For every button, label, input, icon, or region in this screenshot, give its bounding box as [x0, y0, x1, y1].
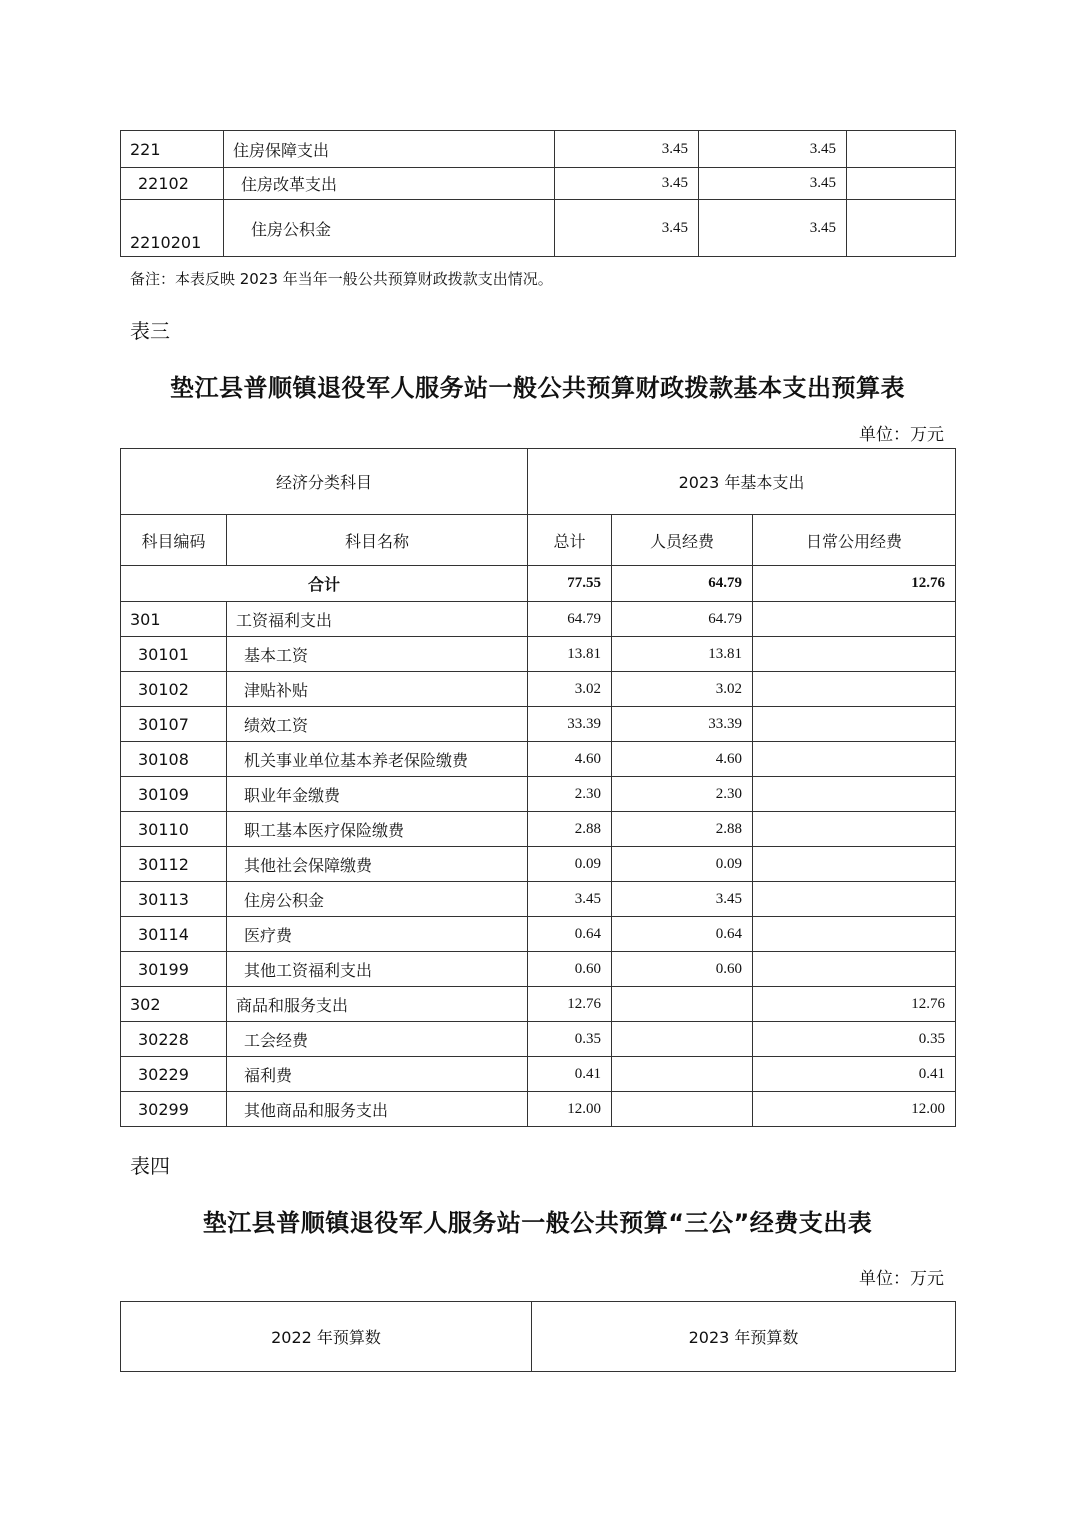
row-code: 30102: [121, 672, 227, 707]
row-total: 12.00: [528, 1092, 612, 1127]
row-total: 3.02: [528, 672, 612, 707]
total-personnel: 64.79: [612, 566, 753, 602]
table-row: [121, 742, 956, 777]
row-name: 其他商品和服务支出: [227, 1092, 528, 1127]
row-code: 22102: [121, 168, 224, 200]
row-personnel: [612, 1022, 753, 1057]
row-total: 2.30: [528, 777, 612, 812]
row-daily: [753, 882, 956, 917]
row-name: 住房保障支出: [224, 131, 555, 168]
row-personnel: 2.30: [612, 777, 753, 812]
table-row: [121, 882, 956, 917]
row-daily: [753, 672, 956, 707]
row-code: 301: [121, 602, 227, 637]
row-code: 30229: [121, 1057, 227, 1092]
table-row: [121, 812, 956, 847]
row-code: 221: [121, 131, 224, 168]
total-total: 77.55: [528, 566, 612, 602]
header-code: 科目编码: [121, 515, 227, 566]
header-daily: 日常公用经费: [753, 515, 956, 566]
row-code: 30110: [121, 812, 227, 847]
table4-three-public: [120, 1301, 956, 1372]
table4-unit: 单位：万元: [859, 1269, 944, 1289]
row-code: 2210201: [121, 200, 224, 257]
row-total: 64.79: [528, 602, 612, 637]
header-2023-basic: 2023 年基本支出: [528, 449, 956, 515]
row-name: 职业年金缴费: [227, 777, 528, 812]
row-code: 30199: [121, 952, 227, 987]
row-personnel: 0.64: [612, 917, 753, 952]
row-personnel: 3.45: [612, 882, 753, 917]
total-label: 合计: [121, 566, 528, 602]
row-total: 0.41: [528, 1057, 612, 1092]
row-name: 住房公积金: [224, 200, 555, 257]
row-personnel: 0.60: [612, 952, 753, 987]
row-total: 12.76: [528, 987, 612, 1022]
row-daily: 12.00: [753, 1092, 956, 1127]
row-personnel: 64.79: [612, 602, 753, 637]
row-daily: [753, 742, 956, 777]
row-total: 0.60: [528, 952, 612, 987]
row-code: 302: [121, 987, 227, 1022]
row-name: 基本工资: [227, 637, 528, 672]
row-total: 13.81: [528, 637, 612, 672]
row-daily: 12.76: [753, 987, 956, 1022]
row-name: 商品和服务支出: [227, 987, 528, 1022]
row-daily: [753, 812, 956, 847]
row-code: 30108: [121, 742, 227, 777]
table-row: [121, 1022, 956, 1057]
row-daily: [753, 952, 956, 987]
row-value-3: [847, 168, 956, 200]
table4-label: 表四: [130, 1154, 170, 1178]
row-name: 工会经费: [227, 1022, 528, 1057]
row-value-3: [847, 131, 956, 168]
table-row: [121, 672, 956, 707]
table-note: 备注：本表反映 2023 年当年一般公共预算财政拨款支出情况。: [130, 270, 553, 288]
row-code: 30228: [121, 1022, 227, 1057]
row-value-1: 3.45: [555, 131, 699, 168]
row-personnel: 0.09: [612, 847, 753, 882]
row-code: 30112: [121, 847, 227, 882]
row-personnel: 13.81: [612, 637, 753, 672]
row-value-1: 3.45: [555, 168, 699, 200]
row-daily: [753, 637, 956, 672]
row-total: 33.39: [528, 707, 612, 742]
row-daily: [753, 917, 956, 952]
row-code: 30299: [121, 1092, 227, 1127]
row-value-3: [847, 200, 956, 257]
row-code: 30101: [121, 637, 227, 672]
row-name: 医疗费: [227, 917, 528, 952]
header-2022-budget: 2022 年预算数: [121, 1302, 532, 1372]
row-name: 津贴补贴: [227, 672, 528, 707]
row-value-1: 3.45: [555, 200, 699, 257]
table-row: [121, 952, 956, 987]
table3-unit: 单位：万元: [859, 425, 944, 445]
row-total: 2.88: [528, 812, 612, 847]
row-name: 其他工资福利支出: [227, 952, 528, 987]
row-value-2: 3.45: [699, 168, 847, 200]
row-total: 0.35: [528, 1022, 612, 1057]
total-daily: 12.76: [753, 566, 956, 602]
row-daily: [753, 777, 956, 812]
row-daily: 0.35: [753, 1022, 956, 1057]
row-name: 其他社会保障缴费: [227, 847, 528, 882]
table-row: [121, 1057, 956, 1092]
table-row: [121, 602, 956, 637]
row-name: 职工基本医疗保险缴费: [227, 812, 528, 847]
row-total: 0.64: [528, 917, 612, 952]
row-name: 住房公积金: [227, 882, 528, 917]
table3-basic-expenditure: [120, 448, 956, 1127]
table-row: [121, 847, 956, 882]
header-2023-budget: 2023 年预算数: [532, 1302, 956, 1372]
table-row: [121, 200, 956, 257]
row-personnel: [612, 987, 753, 1022]
row-total: 3.45: [528, 882, 612, 917]
table-housing-continuation: [120, 130, 956, 257]
table-row: [121, 917, 956, 952]
header-total: 总计: [528, 515, 612, 566]
row-total: 4.60: [528, 742, 612, 777]
table-row: [121, 987, 956, 1022]
row-code: 30109: [121, 777, 227, 812]
row-name: 机关事业单位基本养老保险缴费: [227, 742, 528, 777]
table-row: [121, 777, 956, 812]
header-personnel: 人员经费: [612, 515, 753, 566]
row-code: 30113: [121, 882, 227, 917]
table-row: [121, 637, 956, 672]
row-value-2: 3.45: [699, 200, 847, 257]
total-row: [121, 566, 956, 602]
header-name: 科目名称: [227, 515, 528, 566]
header-econ-category: 经济分类科目: [121, 449, 528, 515]
row-value-2: 3.45: [699, 131, 847, 168]
row-personnel: 2.88: [612, 812, 753, 847]
table-row: [121, 1092, 956, 1127]
table-row: [121, 168, 956, 200]
row-total: 0.09: [528, 847, 612, 882]
table-row: [121, 131, 956, 168]
row-daily: [753, 707, 956, 742]
table4-title: 垫江县普顺镇退役军人服务站一般公共预算“三公”经费支出表: [202, 1209, 873, 1237]
row-daily: [753, 602, 956, 637]
row-personnel: 3.02: [612, 672, 753, 707]
row-personnel: [612, 1092, 753, 1127]
table3-label: 表三: [130, 319, 170, 343]
row-name: 住房改革支出: [224, 168, 555, 200]
row-daily: [753, 847, 956, 882]
row-personnel: 4.60: [612, 742, 753, 777]
row-name: 绩效工资: [227, 707, 528, 742]
table3-title: 垫江县普顺镇退役军人服务站一般公共预算财政拨款基本支出预算表: [170, 374, 905, 402]
row-name: 福利费: [227, 1057, 528, 1092]
row-code: 30107: [121, 707, 227, 742]
row-personnel: 33.39: [612, 707, 753, 742]
table-row: [121, 707, 956, 742]
row-code: 30114: [121, 917, 227, 952]
row-name: 工资福利支出: [227, 602, 528, 637]
row-daily: 0.41: [753, 1057, 956, 1092]
row-personnel: [612, 1057, 753, 1092]
